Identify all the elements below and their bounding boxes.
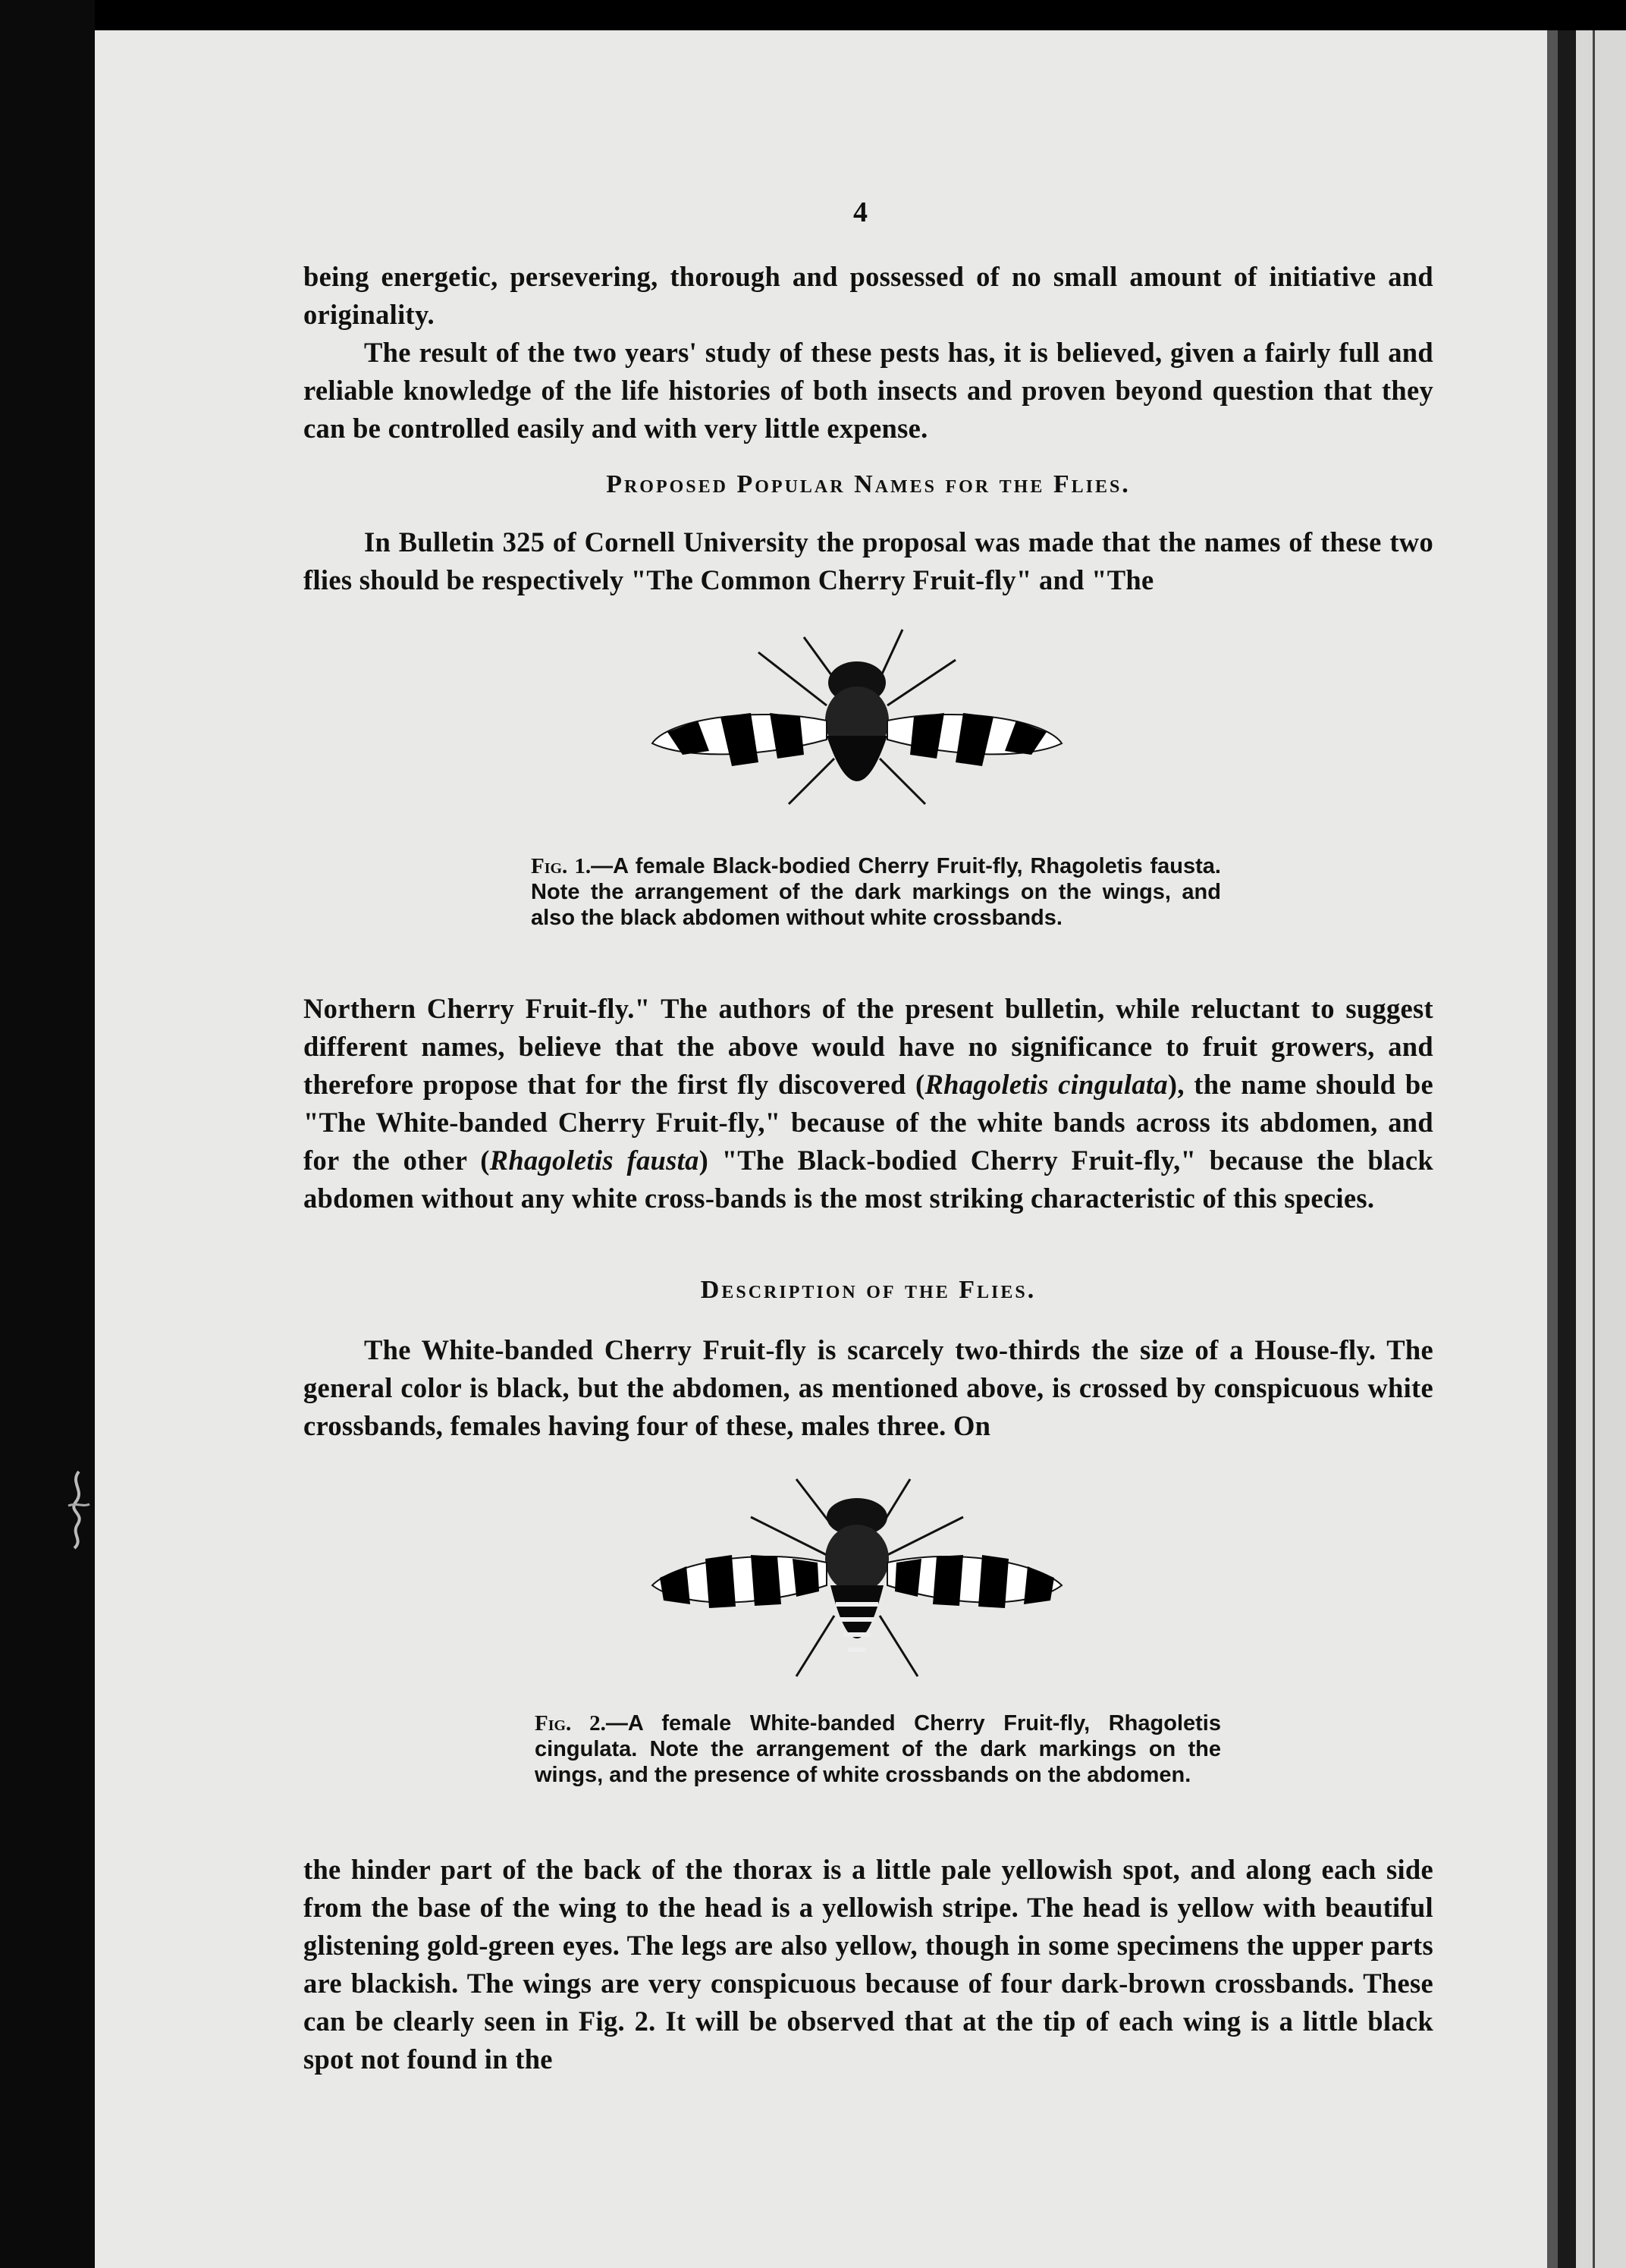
text-block-bulletin (303, 523, 1433, 599)
page-edge-shadow (1547, 30, 1558, 2268)
names-text-a: Northern Cherry Fruit-fly." The authors of the present bulletin, while reluctant to suggest different names, believe that the above would have no significance to fruit growers, and therefore propose that for the first fly discovered ( (303, 993, 1433, 1100)
figure-2-caption (535, 1710, 1221, 1788)
figure-1-black-bodied-fly (637, 607, 1077, 834)
names-text-b: ), the name should be "The White-banded Cherry Fruit-fly," because of the white bands across its abdomen, and for the other ( (303, 1069, 1433, 1176)
text-block-names (303, 990, 1433, 1217)
text-block-top (303, 258, 1433, 448)
scan-frame-left (0, 0, 95, 2268)
paragraph-thorax-description: the hinder part of the back of the thorax is a little pale yellowish spot, and along each side from the base of the wing to the head is a yellowish stripe. The head is yellow with beautiful glistening gold-green eyes. The legs are also yellow, though in some specimens the upper parts are blackish. The wings are very conspicuous because of four dark-brown crossbands. These can be clearly seen in Fig. 2. It will be observed that at the tip of each wing is a little black spot not found in the (303, 1854, 1433, 2075)
figure-1-caption-text: —A female Black-bodied Cherry Fruit-fly, Rhagoletis fausta. Note the arrangement of the dark markings on the wings, and also the black abdomen without white crossbands. (531, 854, 1221, 930)
margin-pencil-mark (62, 1468, 94, 1551)
figure-2-label: Fig. 2. (535, 1711, 606, 1736)
page-number: 4 (853, 196, 868, 228)
figure-2-caption-text: —A female White-banded Cherry Fruit-fly, Rhagoletis cingulata. Note the arrangement of the dark markings on the wings, and the presence of white crossbands on the abdomen. (535, 1711, 1221, 1787)
text-block-bottom (303, 1851, 1433, 2078)
paragraph-result: The result of the two years' study of these pests has, it is believed, given a fairly full and reliable knowledge of the life histories of both insects and proven beyond question that they can be controlled easily and with very little expense. (303, 337, 1433, 444)
figure-1-caption (531, 853, 1221, 931)
paragraph-continuation: being energetic, persevering, thorough and possessed of no small amount of initiative and originality. (303, 261, 1433, 330)
adjacent-page-sliver (1576, 30, 1626, 2268)
section-heading-description: Description of the Flies. (700, 1276, 1037, 1304)
species-name-cingulata: Rhagoletis cingulata (924, 1069, 1168, 1100)
paragraph-proposed-names (303, 990, 1433, 1217)
paragraph-bulletin: In Bulletin 325 of Cornell University the proposal was made that the names of these two flies should be respectively "The Common Cherry Fruit-fly" and "The (303, 526, 1433, 595)
figure-1-label: Fig. 1. (531, 854, 592, 878)
page-binding-edge (1558, 30, 1576, 2268)
figure-2-white-banded-fly (645, 1464, 1069, 1692)
paragraph-description: The White-banded Cherry Fruit-fly is scarcely two-thirds the size of a House-fly. The general color is black, but the abdomen, as mentioned above, is crossed by conspicuous white crossbands, females having four of these, males three. On (303, 1334, 1433, 1441)
section-heading-names: Proposed Popular Names for the Flies. (606, 470, 1131, 498)
text-block-description (303, 1331, 1433, 1445)
adjacent-page-rule (1593, 30, 1595, 2268)
names-text-c: ) "The Black-bodied Cherry Fruit-fly," because the black abdomen without any white cross-bands is the most striking characteristic of this species. (303, 1145, 1434, 1214)
species-name-fausta: Rhagoletis fausta (489, 1145, 699, 1176)
